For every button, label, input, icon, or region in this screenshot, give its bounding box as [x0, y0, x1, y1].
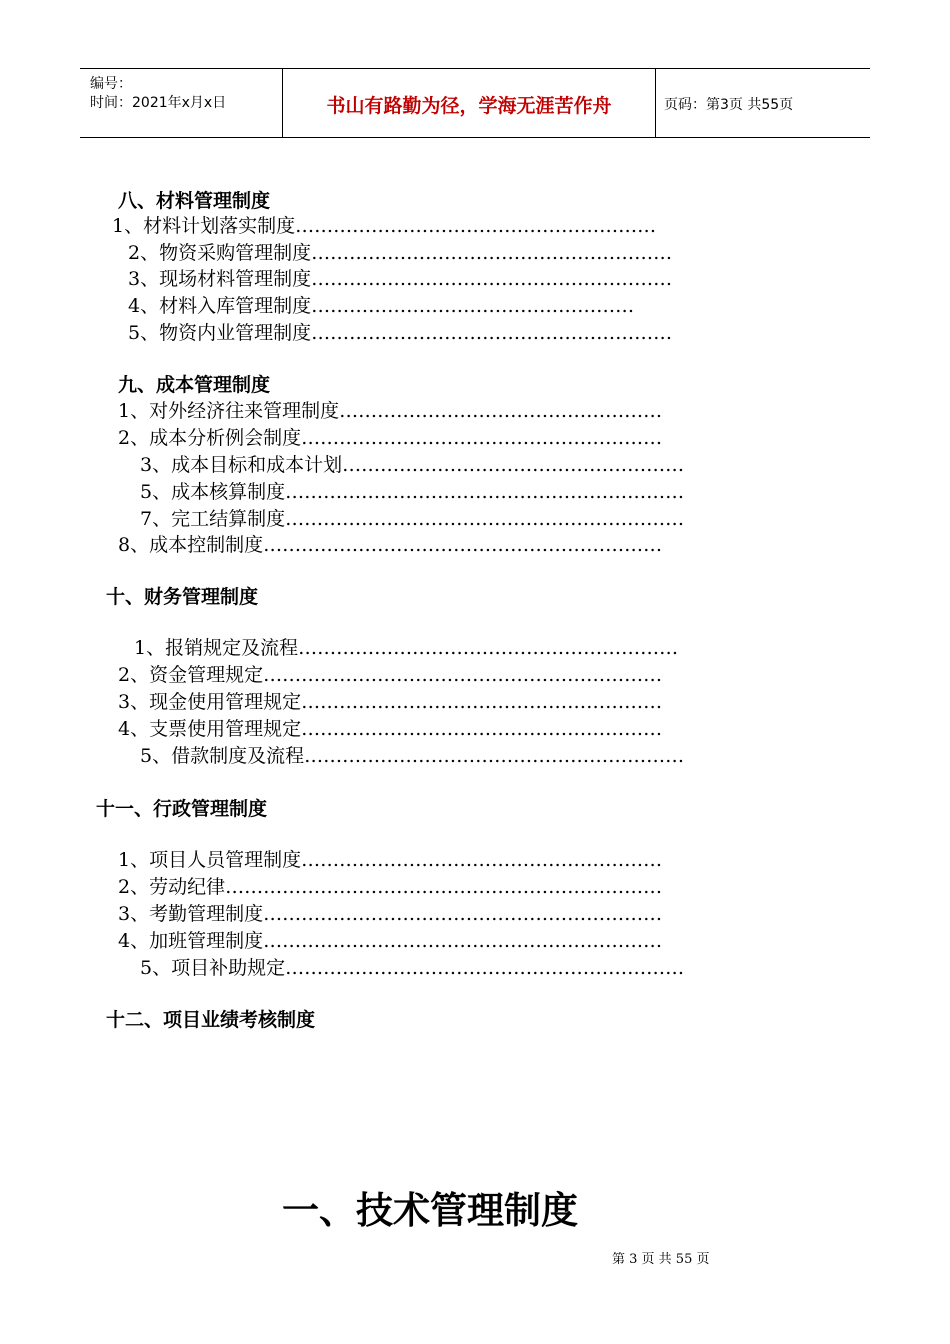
toc-item: 2、资金管理规定………………………………………………………	[118, 664, 663, 686]
toc-item: 7、完工结算制度………………………………………………………	[140, 508, 685, 530]
toc-item: 1、材料计划落实制度…………………………………………………	[112, 215, 657, 237]
toc-item: 5、借款制度及流程……………………………………………………	[140, 745, 685, 767]
header-motto: 书山有路勤为径，学海无涯苦作舟	[326, 95, 612, 117]
toc-section-title: 十二、项目业绩考核制度	[106, 1009, 316, 1031]
toc-item: 3、成本目标和成本计划………………………………………………	[140, 454, 685, 476]
toc-item: 4、加班管理制度………………………………………………………	[118, 930, 663, 952]
toc-item: 5、物资内业管理制度…………………………………………………	[128, 322, 673, 344]
toc-item: 2、成本分析例会制度…………………………………………………	[118, 427, 663, 449]
toc-item: 4、材料入库管理制度……………………………………………	[128, 295, 635, 317]
toc-section-title: 十一、行政管理制度	[96, 798, 268, 820]
header-serial: 编号：	[90, 76, 132, 92]
page-footer: 第 3 页 共 55 页	[612, 1252, 710, 1267]
toc-item: 3、考勤管理制度………………………………………………………	[118, 903, 663, 925]
toc-item: 1、报销规定及流程……………………………………………………	[134, 637, 679, 659]
toc-item: 2、劳动纪律……………………………………………………………	[118, 876, 663, 898]
header-page-number: 页码：第3页 共55页	[664, 97, 794, 113]
toc-section-title: 八、材料管理制度	[118, 190, 271, 212]
toc-item: 8、成本控制制度………………………………………………………	[118, 534, 663, 556]
toc-item: 1、项目人员管理制度…………………………………………………	[118, 849, 663, 871]
header-time: 时间：2021年x月x日	[90, 95, 227, 111]
chapter-title: 一、技术管理制度	[282, 1189, 578, 1232]
toc-item: 3、现场材料管理制度…………………………………………………	[128, 268, 673, 290]
toc-item: 5、项目补助规定………………………………………………………	[140, 957, 685, 979]
toc-section-title: 九、成本管理制度	[118, 374, 271, 396]
toc-item: 2、物资采购管理制度…………………………………………………	[128, 242, 673, 264]
toc-item: 3、现金使用管理规定…………………………………………………	[118, 691, 663, 713]
toc-section-title: 十、财务管理制度	[106, 586, 259, 608]
toc-item: 4、支票使用管理规定…………………………………………………	[118, 718, 663, 740]
toc-item: 1、对外经济往来管理制度……………………………………………	[118, 400, 663, 422]
toc-item: 5、成本核算制度………………………………………………………	[140, 481, 685, 503]
